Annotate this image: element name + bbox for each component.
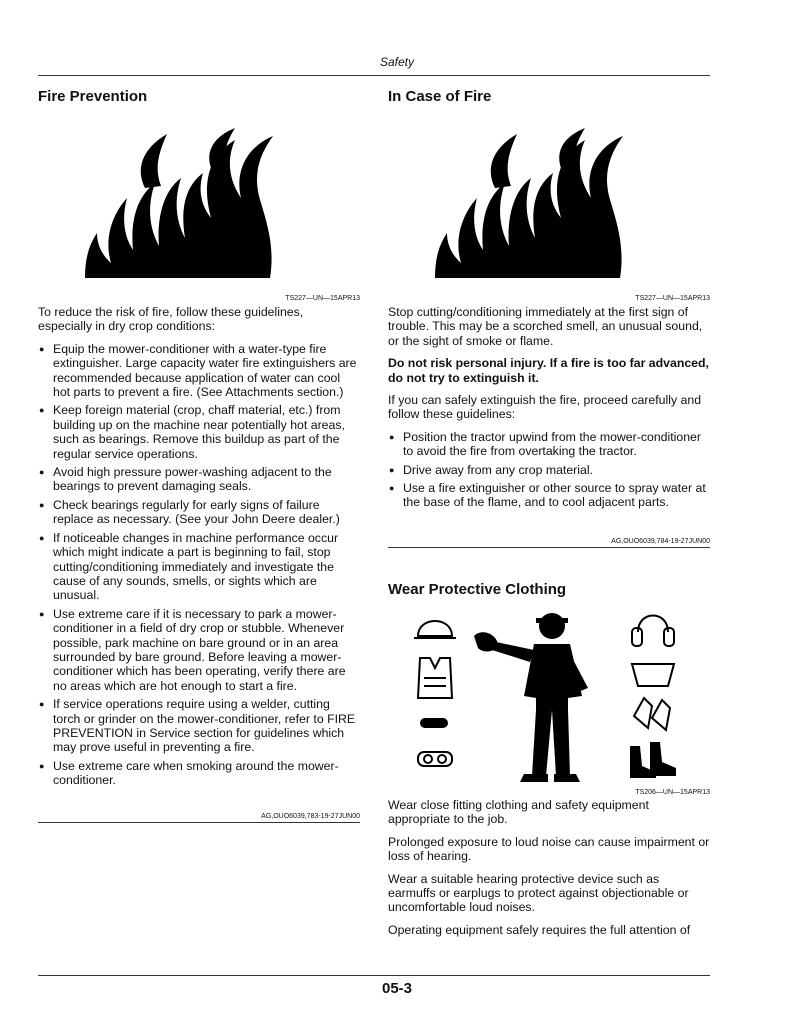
safety-boots-icon <box>630 742 676 778</box>
running-header: Safety <box>379 55 415 69</box>
fire-pictogram-icon <box>435 128 625 280</box>
list-item: ● Drive away from any crop material. <box>388 463 710 477</box>
earplugs-icon <box>420 718 448 728</box>
fire-warning: Do not risk personal injury. If a fire is too far advanced, do not try to extinguish it. <box>388 356 709 385</box>
paragraph: Wear a suitable hearing protective device such as earmuffs or earplugs to protect against objectionable or uncomfortable loud noises. <box>388 871 689 915</box>
fire-image-ref: TS227—UN—15APR13 <box>285 295 360 302</box>
list-item: ● Equip the mower-conditioner with a water-type fire extinguisher. Large capacity water fire extinguishers are recommended because application of water can cool hot parts to prevent a fire. (See Attachments section.) <box>38 342 360 400</box>
paragraph: Operating equipment safely requires the full attention of <box>388 922 691 937</box>
fire-pictogram-icon <box>85 128 275 280</box>
in-case-of-fire-title: In Case of Fire <box>388 88 492 105</box>
fire-prevention-title: Fire Prevention <box>38 88 148 105</box>
fire-guidelines-intro: If you can safely extinguish the fire, proceed carefully and follow these guidelines: <box>388 393 702 422</box>
in-case-of-fire-intro: Stop cutting/conditioning immediately at the first sign of trouble. This may be a scorched smell, an unusual sound, or the sight of smoke or flame. <box>388 305 703 348</box>
protective-image-ref: TS206—UN—15APR13 <box>635 789 710 796</box>
protective-equipment-illustration <box>412 606 680 784</box>
gloves-icon <box>634 698 670 730</box>
list-item: ● Use a fire extinguisher or other source to spray water at the base of the flame, and to cool adjacent parts. <box>388 481 710 510</box>
in-case-of-fire-body <box>388 305 710 514</box>
list-item: ● If noticeable changes in machine performance occur which might indicate a part is beginning to fail, stop cutting/conditioning immediately and investigate the cause of any sounds, smells, or sights which are unusual. <box>38 531 360 603</box>
list-item: ● Check bearings regularly for early signs of failure replace as necessary. (See your John Deere dealer.) <box>38 498 360 527</box>
list-item: ● If service operations require using a welder, cutting torch or grinder on the mower-conditioner, refer to FIRE PREVENTION in Service section for guidelines which may prove useful in preventing a fire. <box>38 697 360 755</box>
in-case-of-fire-doc-ref: AG,OUO6039,784-19-27JUN00 <box>611 538 710 545</box>
safety-vest-icon <box>418 658 452 698</box>
list-item: ● Keep foreign material (crop, chaff material, etc.) from building up on the machine near potentially hot areas, such as bearings. Remove this buildup as part of the regular service operations. <box>38 403 360 461</box>
list-item: ● Use extreme care if it is necessary to park a mower-conditioner in a field of dry crop or stubble. Whenever possible, park machine on bare ground or in an area surrounded by bare ground. Before leaving a mower-conditioner which has been operating, verify there are no areas which are hot enough to start a fire. <box>38 607 360 693</box>
paragraph: Wear close fitting clothing and safety equipment appropriate to the job. <box>388 798 649 827</box>
fire-prevention-body <box>38 305 360 792</box>
in-case-of-fire-list <box>388 430 710 510</box>
list-item: ● Avoid high pressure power-washing adjacent to the bearings to prevent damaging seals. <box>38 465 360 494</box>
footer-rule <box>38 975 710 976</box>
protective-clothing-title: Wear Protective Clothing <box>388 581 567 598</box>
hard-hat-icon <box>414 621 456 638</box>
worker-figure-icon <box>474 613 588 782</box>
fire-prevention-doc-ref: AG,OUO6039,783-19-27JUN00 <box>261 813 360 820</box>
protective-clothing-body <box>388 798 710 945</box>
header-rule <box>38 75 710 76</box>
fire-prevention-intro: To reduce the risk of fire, follow these guidelines, especially in dry crop conditions: <box>38 305 304 334</box>
section-rule <box>38 822 360 823</box>
earmuffs-icon <box>632 616 674 647</box>
fire-image-ref: TS227—UN—15APR13 <box>635 295 710 302</box>
fire-prevention-list <box>38 342 360 788</box>
list-item: ● Position the tractor upwind from the mower-conditioner to avoid the fire from overtaking the tractor. <box>388 430 710 459</box>
section-rule <box>388 547 710 548</box>
page-number: 05-3 <box>381 980 413 997</box>
face-shield-icon <box>632 664 674 686</box>
list-item: ● Use extreme care when smoking around the mower-conditioner. <box>38 759 360 788</box>
paragraph: Prolonged exposure to loud noise can cause impairment or loss of hearing. <box>388 834 710 864</box>
goggles-icon <box>418 752 452 766</box>
